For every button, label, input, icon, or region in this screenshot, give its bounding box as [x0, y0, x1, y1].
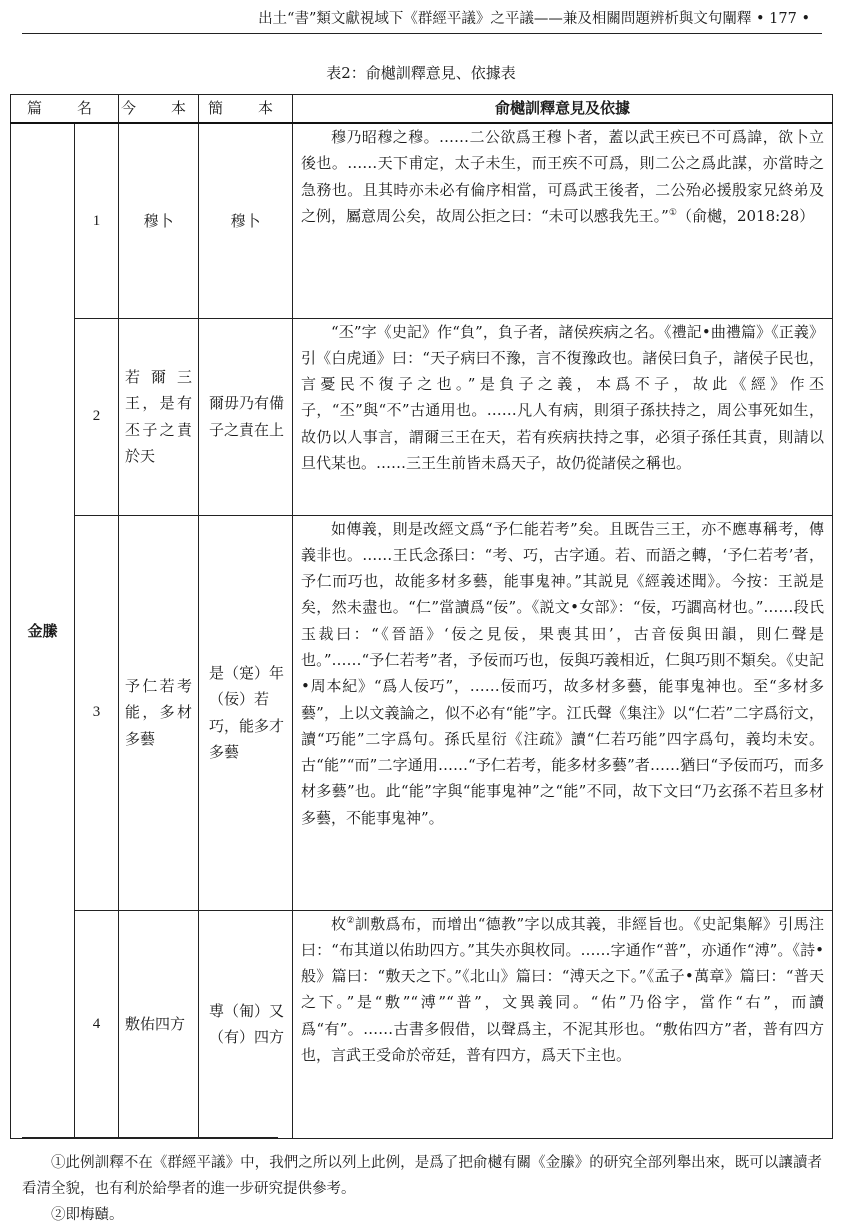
received-text-cell: 若爾三王，是有丕子之責於天: [119, 318, 199, 515]
gloss-cell: 如傳義，則是改經文爲“予仁能若考”矣。且既告三王，亦不應專稱考，傳義非也。……王氏念孫曰：“考、巧，古字通。若、而語之轉，‘予仁若考’者，予仁而巧也，故能多材多藝，能事鬼神。”其説見《經義述聞》。今按：王説是矣，然未盡也。“仁”當讀爲“佞”。《説文•女部》：“佞，巧讇高材也。”……段氏玉裁曰：“《晉語》‘佞之見佞，果喪其田’，古音佞與田韻，則仁聲是也。”……“予仁若考”者，予佞而巧也，佞與巧義相近，仁與巧則不類矣。《史記•周本紀》“爲人佞巧”，……佞而巧，故多材多藝，能事鬼神也。至“多材多藝”，上以文義論之，似不必有“能”字。江氏聲《集注》以“仁若”二字爲衍文，讀“巧能”二字爲句。孫氏星衍《注疏》讀“仁若巧能”四字爲句，義均未安。古“能”“而”二字通用……“予仁若考，能多材多藝”者……猶曰“予佞而巧，而多材多藝”也。此“能”字與“能事鬼神”之“能”不同，故下文曰“乃玄孫不若旦多材多藝，不能事鬼神”。: [293, 515, 833, 910]
footnotes: [22, 1150, 822, 1228]
bamboo-text-cell: 穆卜: [199, 123, 293, 318]
row-number: 1: [75, 123, 119, 318]
row-number: 2: [75, 318, 119, 515]
gloss-cell: [293, 910, 833, 1138]
received-text-cell: 穆卜: [119, 123, 199, 318]
chapter-name: 金縢: [11, 123, 75, 1138]
row-number: 3: [75, 515, 119, 910]
column-header-received-text: 今 本: [119, 95, 199, 124]
footnote-1: ①此例訓釋不在《群經平議》中，我們之所以列上此例，是爲了把俞樾有關《金縢》的研究全部列舉出來，既可以讓讀者看清全貌，也有利於給學者的進一步研究提供參考。: [22, 1155, 822, 1197]
gloss-table: [10, 94, 833, 1139]
footnote-2: ②即梅賾。: [51, 1207, 124, 1223]
footnote-marker: ②: [346, 915, 355, 926]
footnote-marker: ①: [668, 207, 677, 218]
gloss-citation: （俞樾，2018:28）: [676, 206, 815, 225]
column-header-yu-yue-gloss: 俞樾訓釋意見及依據: [293, 95, 833, 124]
row-number: 4: [75, 910, 119, 1138]
gloss-cell: [293, 123, 833, 318]
bamboo-text-cell: 爾毋乃有備子之責在上: [199, 318, 293, 515]
footnote-divider: [22, 1137, 278, 1138]
gloss-text: 訓敷爲布，而增出“德教”字以成其義，非經旨也。《史記集解》引馬注曰：“布其道以佑助四方。”其失亦與枚同。……字通作“普”，亦通作“溥”。《詩•般》篇曰：“敷天之下。”《北山》篇曰：“溥天之下。”《孟子•萬章》篇曰：“普天之下。”是“敷”“溥”“普”，文異義同。“佑”乃俗字，當作“右”，而讀爲“有”。……古書多假借，以聲爲主，不泥其形也。“敷佑四方”者，普有四方也，言武王受命於帝廷，普有四方，爲天下主也。: [301, 914, 825, 1064]
gloss-text-prefix: 枚: [331, 914, 347, 933]
table-row: [11, 515, 833, 910]
received-text-cell: 敷佑四方: [119, 910, 199, 1138]
table-row: [11, 318, 833, 515]
table-caption: 表2：俞樾訓釋意見、依據表: [326, 64, 516, 82]
bamboo-text-cell: 是（寔）年（佞）若巧，能多才多藝: [199, 515, 293, 910]
column-header-chapter: 篇 名: [11, 95, 119, 124]
column-header-bamboo-text: 簡 本: [199, 95, 293, 124]
received-text-cell: 予仁若考能，多材多藝: [119, 515, 199, 910]
table-header-row: [11, 95, 833, 124]
table-row: [11, 123, 833, 318]
gloss-cell: “丕”字《史記》作“負”，負子者，諸侯疾病之名。《禮記•曲禮篇》《正義》引《白虎通》曰：“天子病曰不豫，言不復豫政也。諸侯曰負子，諸侯子民也，言憂民不復子之也。”是負子之義，本爲不子，故此《經》作丕子，“丕”與“不”古通用也。……凡人有病，則須子孫扶持之，周公事死如生，故仍以人事言，謂爾三王在天，若有疾病扶持之事，必須子孫任其責，則請以旦代某也。……三王生前皆未爲天子，故仍從諸侯之稱也。: [293, 318, 833, 515]
running-header-text: 出土“書”類文獻視域下《群經平議》之平議——兼及相關問題辨析與文句闡釋 • 177 •: [258, 11, 810, 27]
gloss-text: 穆乃昭穆之穆。……二公欲爲王穆卜者，蓋以武王疾已不可爲諱，欲卜立後也。……天下甫定，太子未生，而王疾不可爲，則二公之爲此謀，亦當時之急務也。且其時亦未必有倫序相當，可爲武王後者，二公殆必援殷家兄終弟及之例，屬意周公矣，故周公拒之曰：“未可以慼我先王。”: [301, 128, 825, 225]
running-header: [22, 6, 822, 34]
bamboo-text-cell: 尃（匍）又（有）四方: [199, 910, 293, 1138]
table-row: [11, 910, 833, 1138]
